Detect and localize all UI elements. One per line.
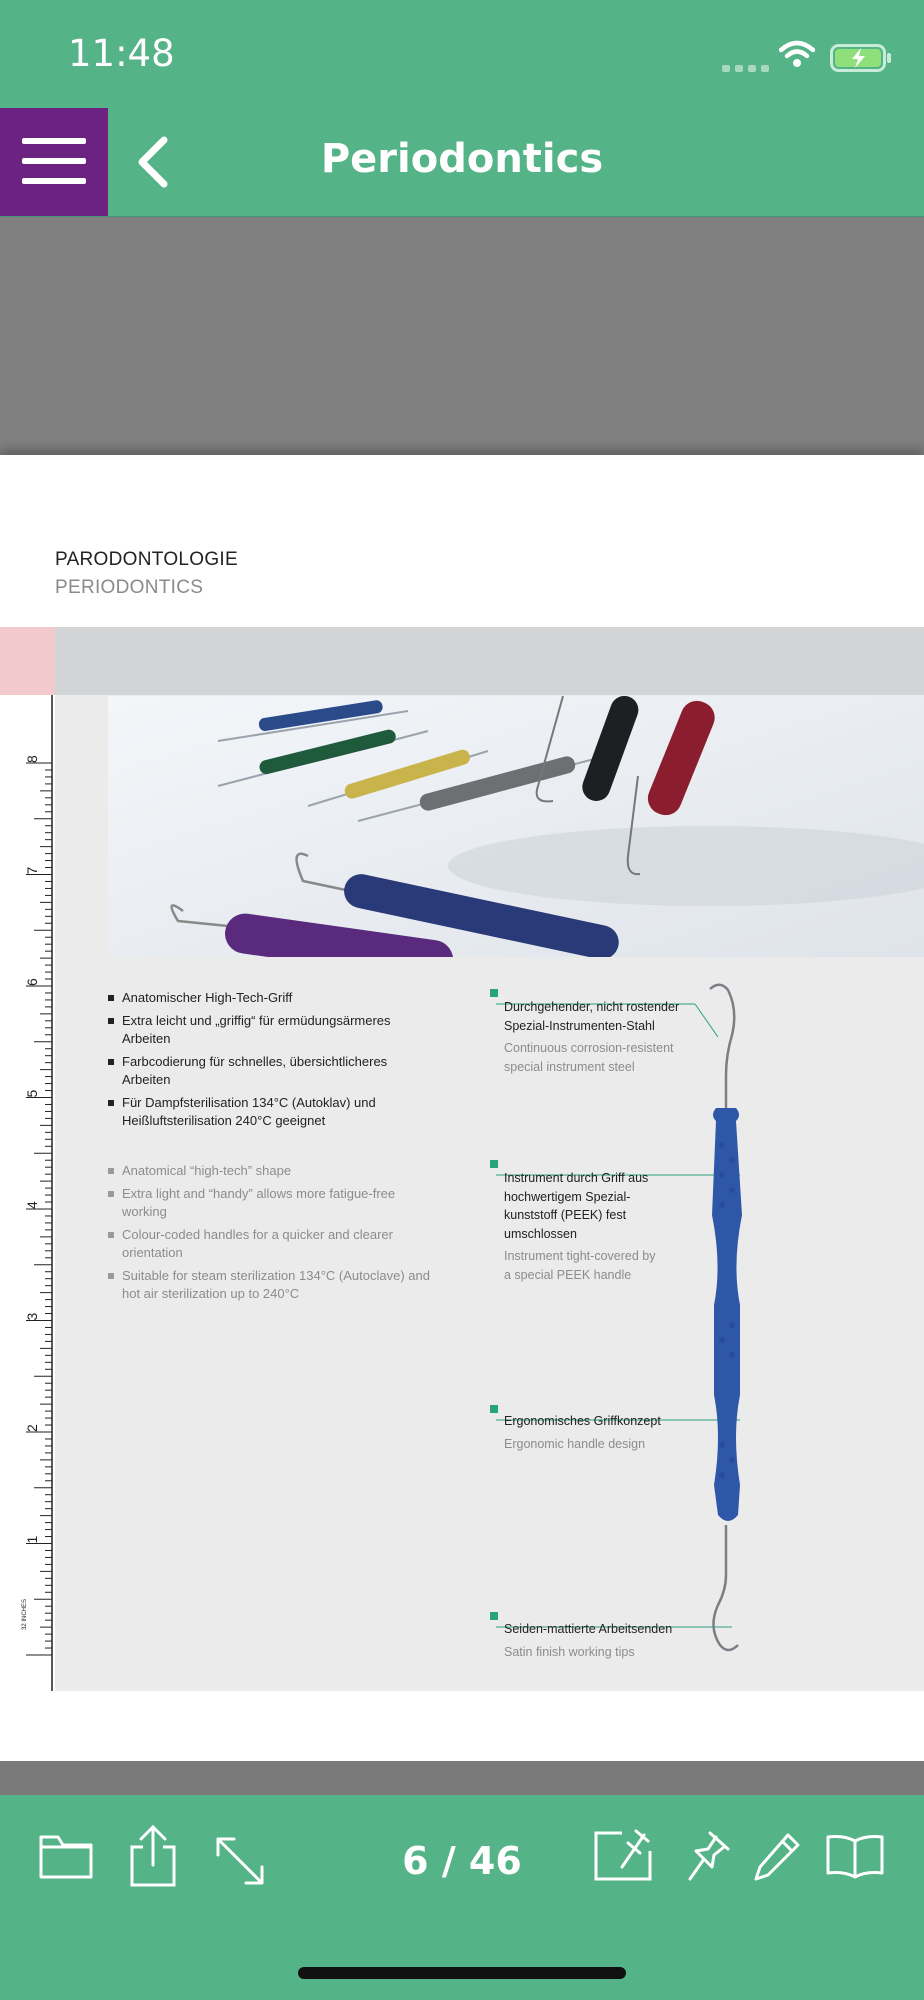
feature-list-de (108, 989, 438, 1135)
list-item: Colour-coded handles for a quicker and clearer orientation (108, 1226, 438, 1263)
list-item: Anatomischer High-Tech-Griff (108, 989, 438, 1008)
pin-icon[interactable] (686, 1829, 732, 1885)
list-item: Farbcodierung für schnelles, übersichtlicheres Arbeiten (108, 1053, 438, 1090)
ruler-number: 1 (24, 1535, 40, 1544)
wifi-icon (779, 40, 815, 68)
cellular-signal-icon (722, 62, 770, 72)
instruments-photo (108, 696, 924, 957)
navigation-bar (0, 108, 924, 217)
list-item: Suitable for steam sterilization 134°C (Autoclave) and hot air sterilization up to 240°C (108, 1267, 438, 1304)
callout-text-en: Satin finish working tips (504, 1644, 635, 1659)
ruler (0, 695, 55, 1691)
annotate-pin-icon[interactable] (592, 1827, 654, 1883)
callout-marker (490, 1160, 498, 1168)
callout-marker (490, 1405, 498, 1413)
color-tab (0, 627, 55, 695)
list-item: Extra leicht und „griffig“ für ermüdungsärmeres Arbeiten (108, 1012, 438, 1049)
callout-text-de: Ergonomisches Griffkonzept (504, 1414, 661, 1428)
callout-text-de: Seiden-mattierte Arbeitsenden (504, 1622, 673, 1636)
ruler-number: 5 (24, 1089, 40, 1098)
status-time: 11:48 (68, 32, 175, 75)
ruler-number: 7 (24, 866, 40, 875)
status-bar (0, 0, 924, 108)
list-item: Anatomical “high-tech” shape (108, 1162, 438, 1181)
viewer-background (0, 217, 924, 455)
callout-text-en: Ergonomic handle design (504, 1436, 646, 1451)
book-icon[interactable] (824, 1833, 886, 1879)
viewer-background-bottom (0, 1761, 924, 1795)
callout-text-de: Instrument durch Griff aus hochwertigem Spezial-kunststoff (PEEK) fest umschlossen (504, 1171, 649, 1241)
home-indicator[interactable] (298, 1967, 626, 1979)
pencil-icon[interactable] (752, 1829, 804, 1885)
callout-text-en: Instrument tight-covered by a special PEEK handle (504, 1249, 656, 1282)
callout-handle (504, 1169, 664, 1284)
ruler-number: 3 (24, 1312, 40, 1321)
bottom-toolbar (0, 1795, 924, 2000)
callout-text-en: Continuous corrosion-resistent special instrument steel (504, 1041, 674, 1074)
callout-steel (504, 998, 704, 1076)
callout-ergonomic (504, 1412, 704, 1453)
page-title: Periodontics (320, 136, 604, 182)
callout-marker (490, 989, 498, 997)
callout-text-de: Durchgehender, nicht rostender Spezial-Instrumenten-Stahl (504, 1000, 680, 1033)
ruler-unit-label: 32 INCHES (22, 1598, 28, 1630)
document-page[interactable] (0, 455, 924, 1761)
list-item: Für Dampfsterilisation 134°C (Autoklav) und Heißluftsterilisation 240°C geeignet (108, 1094, 438, 1131)
ruler-number: 8 (24, 755, 40, 763)
page-indicator[interactable]: 6 / 46 (402, 1839, 522, 1883)
ruler-number: 4 (24, 1201, 40, 1209)
list-item: Extra light and “handy” allows more fatigue-free working (108, 1185, 438, 1222)
callout-marker (490, 1612, 498, 1620)
header-band (55, 627, 924, 695)
callout-tips (504, 1620, 704, 1661)
ruler-number: 2 (24, 1424, 40, 1432)
feature-list-en (108, 1162, 438, 1308)
section-heading-de: PARODONTOLOGIE (55, 549, 238, 570)
section-heading-en: PERIODONTICS (55, 577, 204, 598)
battery-charging-icon (830, 44, 892, 72)
ruler-number: 6 (24, 978, 40, 986)
